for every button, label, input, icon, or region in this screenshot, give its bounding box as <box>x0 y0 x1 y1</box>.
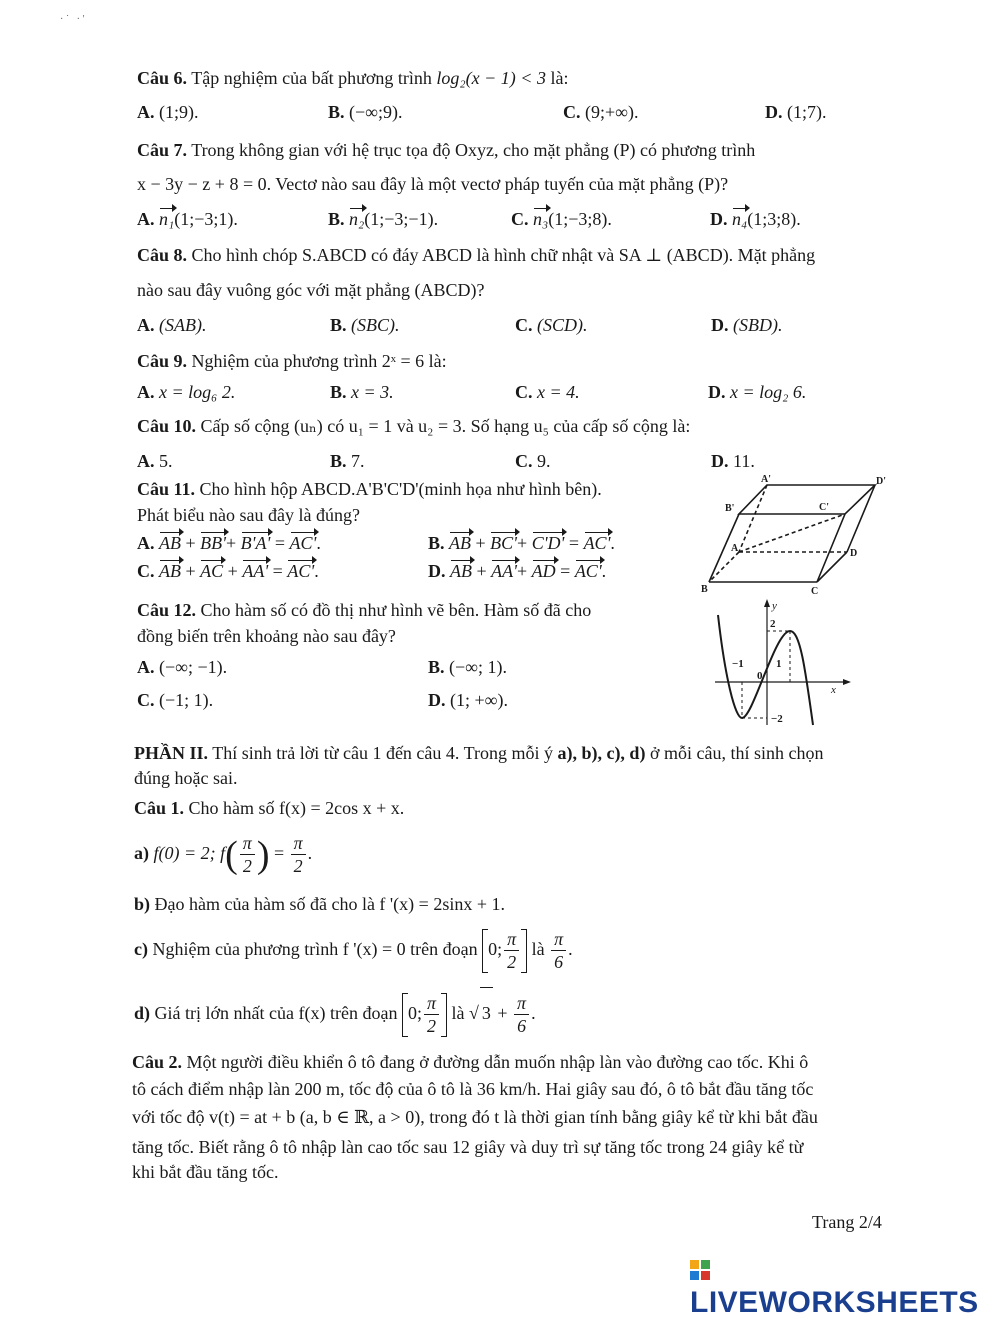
q7-stem-line1: Câu 7. Trong không gian với hệ trục tọa độ Oxyz, cho mặt phẳng (P) có phương trình <box>137 140 756 160</box>
x-label: x <box>831 684 836 696</box>
q7-option-a[interactable]: A. n₁(1;−3;1). <box>137 209 238 229</box>
q10-option-b[interactable]: B. 7. <box>330 451 365 471</box>
q7-stem-line2: x − 3y − z + 8 = 0. Vectơ nào sau đây là một vectơ pháp tuyến của mặt phẳng (P)? <box>137 174 729 194</box>
p2q2-line4: tăng tốc. Biết rằng ô tô nhập làn cao tốc sau 12 giây và duy trì sự tăng tốc trong 24 giây kể từ <box>132 1137 804 1157</box>
logo-mark-icon <box>690 1260 710 1280</box>
p2q1-stem: Câu 1. Cho hàm số f(x) = 2cos x + x. <box>134 798 405 818</box>
label-A: A <box>731 543 739 554</box>
q8-option-b[interactable]: B. (SBC). <box>330 315 400 335</box>
q8-option-d[interactable]: D. (SBD). <box>711 315 783 335</box>
label-C: C <box>811 586 819 596</box>
liveworksheets-logo <box>690 1252 1000 1320</box>
q12-option-a[interactable]: A. (−∞; −1). <box>137 657 228 677</box>
label-D: D <box>850 548 858 559</box>
label-C1: C' <box>819 502 829 513</box>
q11-stem-line1: Câu 11. Cho hình hộp ABCD.A'B'C'D'(minh họa như hình bên). <box>137 479 602 499</box>
part2-heading: PHẦN II. Thí sinh trả lời từ câu 1 đến câu 4. Trong mỗi ý a), b), c), d) ở mỗi câu, thí sinh chọn <box>134 743 824 763</box>
label-A1: A' <box>761 474 771 485</box>
q10-stem: Câu 10. Cấp số cộng (uₙ) có u₁ = 1 và u₂ = 3. Số hạng u₅ của cấp số cộng là: <box>137 416 691 436</box>
q12-stem-line2: đồng biến trên khoảng nào sau đây? <box>137 626 396 646</box>
q11-stem-line2: Phát biểu nào sau đây là đúng? <box>137 505 360 525</box>
label-D1: D' <box>876 476 886 487</box>
p2q2-line2: tô cách điểm nhập làn 200 m, tốc độ của ô tô là 36 km/h. Hai giây sau đó, ô tô bắt đầu tăng tốc <box>132 1079 814 1099</box>
q12-stem-line1: Câu 12. Cho hàm số có đồ thị như hình vẽ bên. Hàm số đã cho <box>137 600 592 620</box>
top-face <box>739 485 875 514</box>
q6-option-d[interactable]: D. (1;7). <box>765 102 827 122</box>
q11-option-a[interactable]: A. AB + BB'+ B'A' = AC'. <box>137 533 321 553</box>
q9-option-c[interactable]: C. x = 4. <box>515 382 580 402</box>
curve <box>718 615 813 725</box>
q6-option-c[interactable]: C. (9;+∞). <box>563 102 639 122</box>
q11-option-d[interactable]: D. AB + AA'+ AD = AC'. <box>428 561 607 581</box>
q12-option-b[interactable]: B. (−∞; 1). <box>428 657 507 677</box>
q11-option-c[interactable]: C. AB + AC + AA' = AC'. <box>137 561 319 581</box>
tick-2: 2 <box>770 618 776 630</box>
part2-heading-line2: đúng hoặc sai. <box>134 768 238 788</box>
q6-stem: Câu 6. Tập nghiệm của bất phương trình log₂(x − 1) < 3 là: <box>137 68 569 88</box>
q8-stem-line1: Câu 8. Cho hình chóp S.ABCD có đáy ABCD là hình chữ nhật và SA ⊥ (ABCD). Mặt phẳng <box>137 245 816 265</box>
p2q1-statement-b[interactable]: b) Đạo hàm của hàm số đã cho là f '(x) = 2sinx + 1. <box>134 894 505 914</box>
p2q2-line5: khi bắt đầu tăng tốc. <box>132 1162 279 1182</box>
tick-0: 0 <box>757 670 763 682</box>
label-B1: B' <box>725 503 735 514</box>
edge-aa1 <box>739 485 767 552</box>
label-B: B <box>701 584 708 595</box>
y-label: y <box>772 600 777 612</box>
q12-option-d[interactable]: D. (1; +∞). <box>428 690 508 710</box>
x-axis-arrow <box>843 679 851 685</box>
q8-stem-line2: nào sau đây vuông góc với mặt phẳng (ABCD)? <box>137 280 485 300</box>
q8-option-a[interactable]: A. (SAB). <box>137 315 207 335</box>
q10-option-c[interactable]: C. 9. <box>515 451 551 471</box>
q11-option-b[interactable]: B. AB + BC'+ C'D' = AC'. <box>428 533 615 553</box>
q9-option-a[interactable]: A. x = log₆ 2. <box>137 382 236 402</box>
tick-neg2: −2 <box>771 713 783 725</box>
logo-text: LIVEWORKSHEETS <box>690 1286 979 1319</box>
q9-option-d[interactable]: D. x = log₂ 6. <box>708 382 807 402</box>
edge-cd <box>817 552 847 582</box>
q10-option-d[interactable]: D. 11. <box>711 451 755 471</box>
edge-ab <box>709 552 739 582</box>
edge-cc1 <box>817 514 845 582</box>
p2q1-statement-a[interactable]: a) f(0) = 2; f( $\frac{\pi}{2}$ ) = $\frac{\pi}{2}$ . <box>134 833 313 877</box>
p2q2-line3: với tốc độ v(t) = at + b (a, b ∈ ℝ, a > 0), trong đó t là thời gian tính bằng giây kể từ khi bắt đầu <box>132 1107 818 1127</box>
p2q1-statement-d[interactable]: d) Giá trị lớn nhất của f(x) trên đoạn 0; $\frac{\pi}{2}$ là √ 3 + $\frac{\pi}{6}$ . <box>134 987 536 1038</box>
y-axis-arrow <box>764 599 770 607</box>
q6-option-b[interactable]: B. (−∞;9). <box>328 102 403 122</box>
q10-option-a[interactable]: A. 5. <box>137 451 173 471</box>
q12-option-c[interactable]: C. (−1; 1). <box>137 690 214 710</box>
tick-1: 1 <box>776 658 782 670</box>
q7-option-d[interactable]: D. n₄(1;3;8). <box>710 209 801 229</box>
q9-option-b[interactable]: B. x = 3. <box>330 382 394 402</box>
q9-stem: Câu 9. Nghiệm của phương trình 2ˣ = 6 là: <box>137 351 447 371</box>
parallelepiped-figure <box>695 474 895 596</box>
q7-option-c[interactable]: C. n₃(1;−3;8). <box>511 209 612 229</box>
q8-option-c[interactable]: C. (SCD). <box>515 315 588 335</box>
page-number: Trang 2/4 <box>812 1212 882 1232</box>
p2q2-line1: Câu 2. Một người điều khiển ô tô đang ở đường dẫn muốn nhập làn vào đường cao tốc. Khi ô <box>132 1052 809 1072</box>
q7-option-b[interactable]: B. n₂(1;−3;−1). <box>328 209 439 229</box>
p2q1-statement-c[interactable]: c) Nghiệm của phương trình f '(x) = 0 trên đoạn 0; $\frac{\pi}{2}$ là $\frac{\pi}{6}$ . <box>134 929 573 973</box>
tick-neg1: −1 <box>732 658 744 670</box>
q6-option-a[interactable]: A. (1;9). <box>137 102 199 122</box>
function-graph <box>705 597 855 729</box>
edge-dd1 <box>847 485 875 552</box>
scan-marks: · ˙ · ′ <box>60 14 85 25</box>
diagonal-ac1 <box>739 514 845 552</box>
